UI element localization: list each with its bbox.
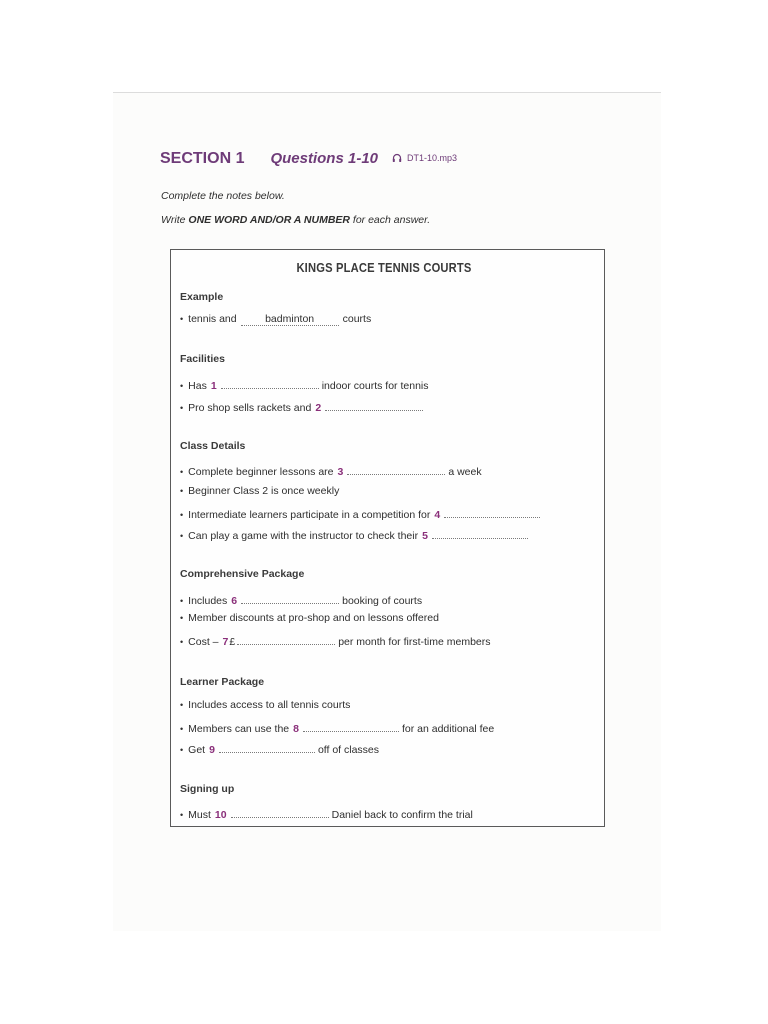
q3-before: Complete beginner lessons are — [188, 466, 334, 478]
q2-number: 2 — [315, 402, 322, 414]
q8-number: 8 — [293, 723, 299, 735]
q6-after: booking of courts — [342, 595, 423, 607]
instruction-line-1: Complete the notes below. — [161, 190, 285, 202]
beginner-class-text: Beginner Class 2 is once weekly — [188, 485, 340, 497]
q7-currency: £ — [229, 636, 236, 648]
question-2-line — [180, 399, 426, 414]
q3-after: a week — [448, 466, 482, 478]
answer-blank-3[interactable] — [347, 463, 445, 475]
q3-number: 3 — [337, 466, 344, 478]
tennis-access-line — [180, 699, 350, 711]
answer-blank-8[interactable] — [303, 720, 399, 732]
bullet: • — [180, 700, 184, 710]
question-1-line — [180, 377, 429, 392]
question-5-line — [180, 527, 531, 542]
bullet: • — [180, 467, 184, 477]
example-after: courts — [342, 313, 372, 325]
headphones-icon — [392, 153, 402, 163]
q7-before: Cost – — [188, 636, 219, 648]
question-10-line — [180, 806, 473, 821]
q2-before: Pro shop sells rackets and — [188, 402, 312, 414]
bullet: • — [180, 613, 184, 623]
heading-signing-up: Signing up — [180, 783, 235, 795]
answer-blank-10[interactable] — [231, 806, 329, 818]
section-header — [160, 150, 457, 174]
answer-blank-1[interactable] — [221, 377, 319, 389]
q1-after: indoor courts for tennis — [321, 380, 429, 392]
answer-blank-4[interactable] — [444, 506, 540, 518]
question-8-line — [180, 720, 494, 735]
beginner-class-line — [180, 485, 339, 497]
instruction-line-2 — [161, 214, 430, 226]
instruction-bold: ONE WORD AND/OR A NUMBER — [188, 214, 350, 226]
bullet: • — [180, 745, 184, 755]
q7-number: 7 — [222, 636, 229, 648]
q4-before: Intermediate learners participate in a competition for — [188, 509, 431, 521]
questions-range: Questions 1-10 — [270, 150, 379, 167]
q10-before: Must — [188, 809, 211, 821]
member-discounts-text: Member discounts at pro-shop and on lessons offered — [188, 612, 439, 624]
q8-before: Members can use the — [188, 723, 290, 735]
bullet: • — [180, 381, 184, 391]
bullet: • — [180, 637, 184, 647]
q1-number: 1 — [210, 380, 217, 392]
heading-facilities: Facilities — [180, 353, 225, 365]
member-discounts-line — [180, 612, 439, 624]
form-title: KINGS PLACE TENNIS COURTS — [296, 260, 472, 275]
q5-number: 5 — [422, 530, 428, 542]
tennis-access-text: Includes access to all tennis courts — [188, 699, 351, 711]
answer-blank-9[interactable] — [219, 741, 315, 753]
answer-blank-2[interactable] — [325, 399, 423, 411]
q8-after: for an additional fee — [401, 723, 495, 735]
instruction-suffix: for each answer. — [350, 214, 431, 226]
example-answer: badminton — [241, 313, 339, 326]
heading-class-details: Class Details — [180, 440, 246, 452]
question-4-line — [180, 506, 543, 521]
bullet: • — [180, 531, 184, 541]
bullet: • — [180, 724, 184, 734]
q6-before: Includes — [188, 595, 228, 607]
q10-after: Daniel back to confirm the trial — [331, 809, 473, 821]
q7-after: per month for first-time members — [338, 636, 491, 648]
question-9-line — [180, 741, 379, 756]
bullet: • — [180, 510, 184, 520]
bullet: • — [180, 810, 184, 820]
answer-blank-7[interactable] — [237, 633, 335, 645]
q5-before: Can play a game with the instructor to check their — [188, 530, 419, 542]
q1-before: Has — [188, 380, 207, 392]
section-label: SECTION 1 — [160, 150, 245, 167]
heading-learner-package: Learner Package — [180, 676, 265, 688]
question-7-line — [180, 633, 491, 648]
heading-comprehensive-package: Comprehensive Package — [180, 568, 305, 580]
example-before: tennis and — [188, 313, 237, 325]
heading-example: Example — [180, 291, 224, 303]
question-3-line — [180, 463, 482, 478]
bullet: • — [180, 403, 184, 413]
q10-number: 10 — [214, 809, 227, 821]
bullet: • — [180, 486, 184, 496]
answer-blank-6[interactable] — [241, 592, 339, 604]
bullet: • — [180, 596, 184, 606]
q6-number: 6 — [231, 595, 238, 607]
instruction-prefix: Write — [161, 214, 189, 226]
answer-blank-5[interactable] — [432, 527, 528, 539]
q9-after: off of classes — [317, 744, 380, 756]
example-line — [180, 313, 371, 326]
audio-reference — [392, 153, 457, 163]
q9-number: 9 — [209, 744, 215, 756]
audio-file-name: DT1-10.mp3 — [407, 153, 458, 163]
q4-number: 4 — [434, 509, 441, 521]
q9-before: Get — [188, 744, 206, 756]
bullet: • — [180, 314, 184, 324]
question-6-line — [180, 592, 422, 607]
